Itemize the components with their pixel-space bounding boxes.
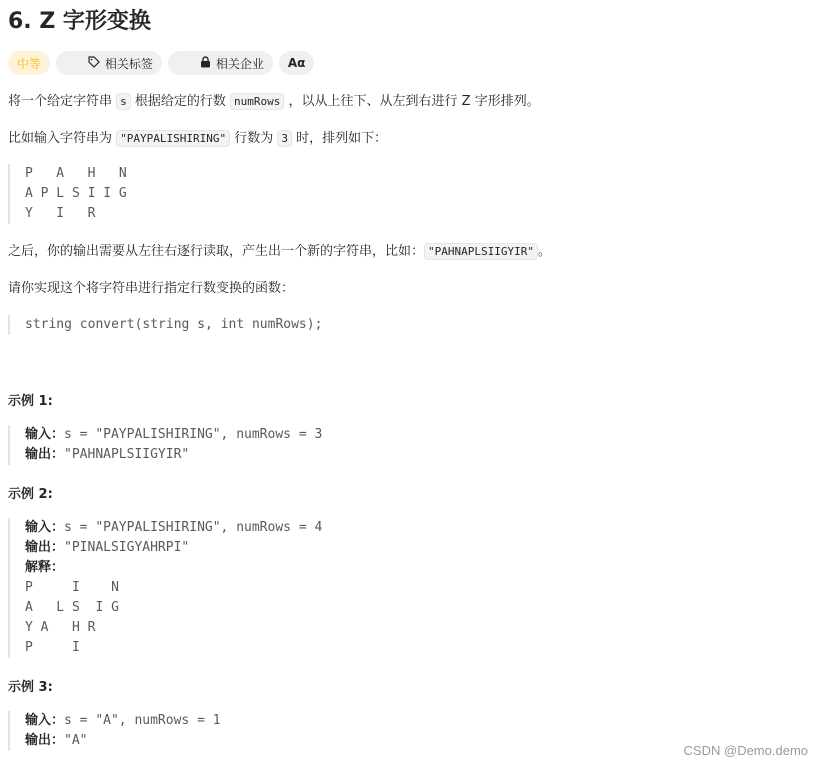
page-title: 6. Z 字形变换	[8, 9, 151, 34]
output-value: "PAHNAPLSIIGYIR"	[64, 447, 190, 462]
related-companies-label: 相关企业	[215, 56, 264, 71]
output-label: 输出：	[25, 540, 65, 555]
lock-icon	[177, 42, 211, 85]
translate-icon: Aα	[287, 56, 306, 70]
input-value: s = "PAYPALISHIRING", numRows = 4	[64, 520, 323, 535]
related-tags-button[interactable]	[56, 51, 162, 75]
code-s: s	[116, 93, 131, 110]
explain-label: 解释：	[25, 560, 65, 575]
explain-line: P I	[25, 640, 80, 655]
example-2-heading: 示例 2:	[8, 487, 53, 502]
input-value: s = "A", numRows = 1	[64, 713, 221, 728]
input-label: 输入：	[25, 520, 65, 535]
input-label: 输入：	[25, 713, 65, 728]
code-input-string: "PAYPALISHIRING"	[116, 130, 230, 147]
zigzag-line: Y I R	[25, 206, 96, 221]
tag-bar	[8, 51, 314, 75]
example-2-block	[8, 518, 322, 658]
difficulty-badge[interactable]	[8, 51, 50, 75]
description-paragraph-3: 之后，你的输出需要从左往右逐行读取，产生出一个新的字符串，比如： "PAHNAPLSIIGYIR" 。	[8, 244, 551, 259]
tag-icon	[65, 42, 100, 85]
signature-block	[8, 315, 322, 335]
translate-button[interactable]	[279, 51, 315, 75]
watermark: CSDN @Demo.demo	[683, 743, 808, 758]
code-numrows: numRows	[230, 93, 284, 110]
output-label: 输出：	[25, 733, 65, 748]
explain-line: P I N	[25, 580, 119, 595]
input-label: 输入：	[25, 427, 65, 442]
description-paragraph-4: 请你实现这个将字符串进行指定行数变换的函数：	[8, 281, 295, 296]
function-signature: string convert(string s, int numRows);	[25, 317, 323, 332]
output-value: "PINALSIGYAHRPI"	[64, 540, 190, 555]
explain-line: A L S I G	[25, 600, 119, 615]
related-companies-button[interactable]	[168, 51, 273, 75]
input-value: s = "PAYPALISHIRING", numRows = 3	[64, 427, 323, 442]
example-1-block	[8, 425, 322, 465]
output-value: "A"	[64, 733, 88, 748]
description-paragraph-2: 比如输入字符串为 "PAYPALISHIRING" 行数为 3 时，排列如下：	[8, 131, 388, 146]
example-3-heading: 示例 3:	[8, 680, 53, 695]
zigzag-line: A P L S I I G	[25, 186, 127, 201]
code-rows: 3	[277, 130, 292, 147]
related-tags-label: 相关标签	[104, 56, 153, 71]
explain-line: Y A H R	[25, 620, 96, 635]
output-label: 输出：	[25, 447, 65, 462]
example-3-block	[8, 711, 221, 751]
code-output-string: "PAHNAPLSIIGYIR"	[424, 243, 538, 260]
zigzag-line: P A H N	[25, 166, 127, 181]
zigzag-block	[8, 164, 127, 224]
example-1-heading: 示例 1:	[8, 394, 53, 409]
description-paragraph-1: 将一个给定字符串 s 根据给定的行数 numRows ，以从上往下、从左到右进行 Z 字形排列。	[8, 94, 540, 109]
difficulty-label: 中等	[17, 56, 42, 71]
